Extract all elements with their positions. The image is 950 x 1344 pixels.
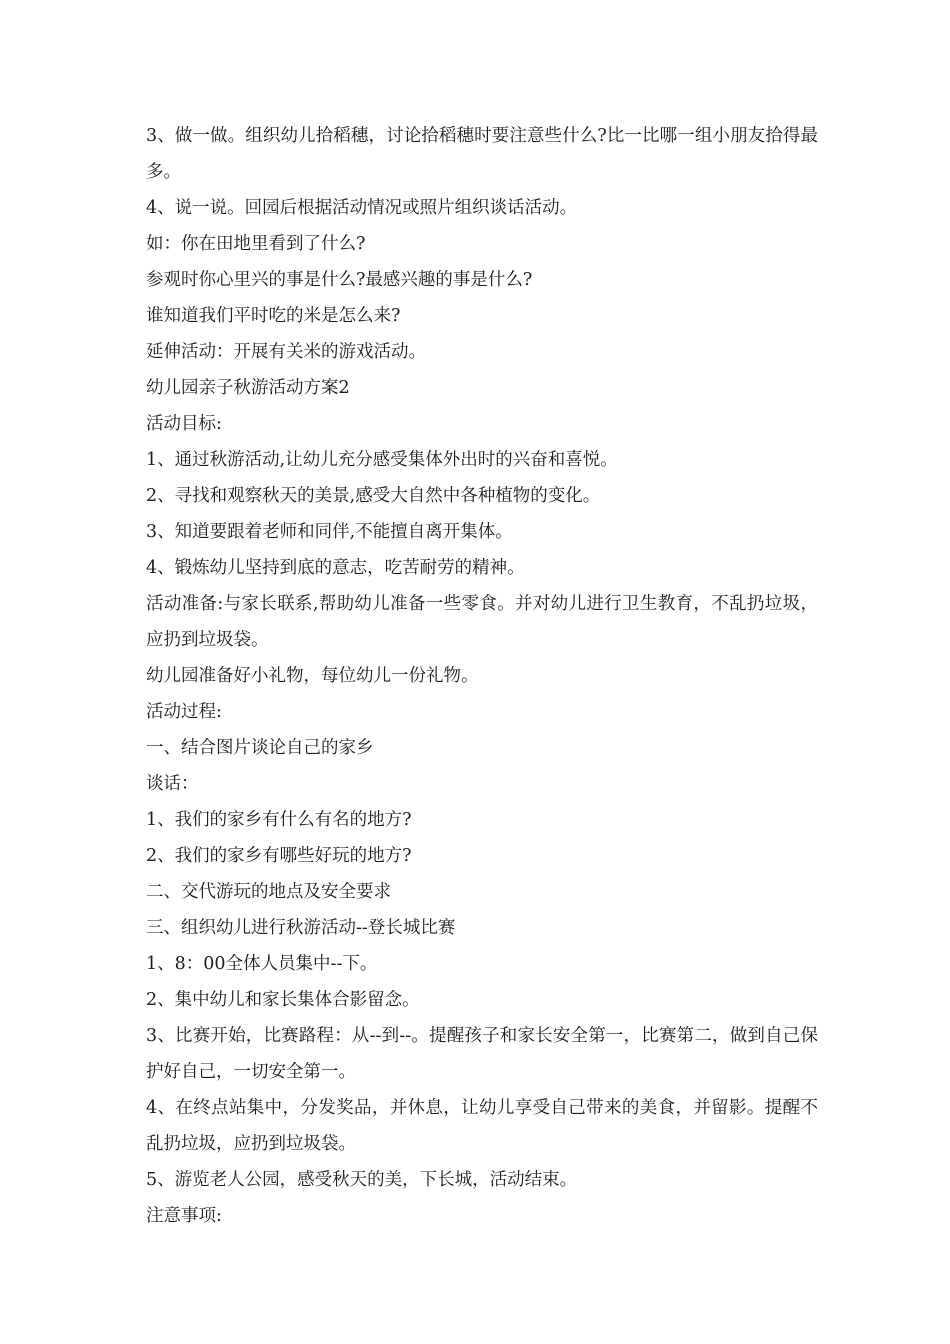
paragraph: 4、锻炼幼儿坚持到底的意志，吃苦耐劳的精神。 <box>146 558 525 578</box>
paragraph: 1、8：00全体人员集中--下。 <box>146 954 378 974</box>
paragraph: 5、游览老人公园，感受秋天的美，下长城，活动结束。 <box>146 1170 578 1190</box>
paragraph: 1、我们的家乡有什么有名的地方? <box>146 810 412 830</box>
paragraph: 2、寻找和观察秋天的美景,感受大自然中各种植物的变化。 <box>146 486 601 506</box>
paragraph: 4、在终点站集中，分发奖品，并休息，让幼儿享受自己带来的美食，并留影。提醒不乱扔垃圾，应扔到垃圾袋。 <box>146 1098 818 1154</box>
paragraph: 参观时你心里兴的事是什么?最感兴趣的事是什么? <box>146 270 533 290</box>
paragraph: 幼儿园准备好小礼物，每位幼儿一份礼物。 <box>146 666 479 686</box>
paragraph: 1、通过秋游活动,让幼儿充分感受集体外出时的兴奋和喜悦。 <box>146 450 618 470</box>
paragraph: 活动过程: <box>146 702 222 722</box>
paragraph: 活动目标: <box>146 414 222 434</box>
paragraph: 3、比赛开始，比赛路程：从--到--。提醒孩子和家长安全第一，比赛第二，做到自己保护好自己，一切安全第一。 <box>146 1026 818 1082</box>
paragraph: 活动准备:与家长联系,帮助幼儿准备一些零食。并对幼儿进行卫生教育，不乱扔垃圾，应扔到垃圾袋。 <box>146 594 818 650</box>
paragraph: 如：你在田地里看到了什么? <box>146 234 366 254</box>
paragraph: 一、结合图片谈论自己的家乡 <box>146 738 374 758</box>
paragraph: 二、交代游玩的地点及安全要求 <box>146 882 391 902</box>
paragraph: 4、说一说。回园后根据活动情况或照片组织谈话活动。 <box>146 198 578 218</box>
paragraph: 三、组织幼儿进行秋游活动--登长城比赛 <box>146 918 456 938</box>
paragraph: 谈话： <box>146 774 199 794</box>
paragraph: 3、做一做。组织幼儿拾稻穗，讨论拾稻穗时要注意些什么?比一比哪一组小朋友拾得最多。 <box>146 126 818 182</box>
section-title: 幼儿园亲子秋游活动方案2 <box>146 378 350 398</box>
paragraph: 3、知道要跟着老师和同伴,不能擅自离开集体。 <box>146 522 513 542</box>
paragraph: 注意事项: <box>146 1206 222 1226</box>
paragraph: 延伸活动：开展有关米的游戏活动。 <box>146 342 426 362</box>
paragraph: 谁知道我们平时吃的米是怎么来? <box>146 306 401 326</box>
paragraph: 2、集中幼儿和家长集体合影留念。 <box>146 990 420 1010</box>
document-body <box>146 118 818 1234</box>
paragraph: 2、我们的家乡有哪些好玩的地方? <box>146 846 412 866</box>
